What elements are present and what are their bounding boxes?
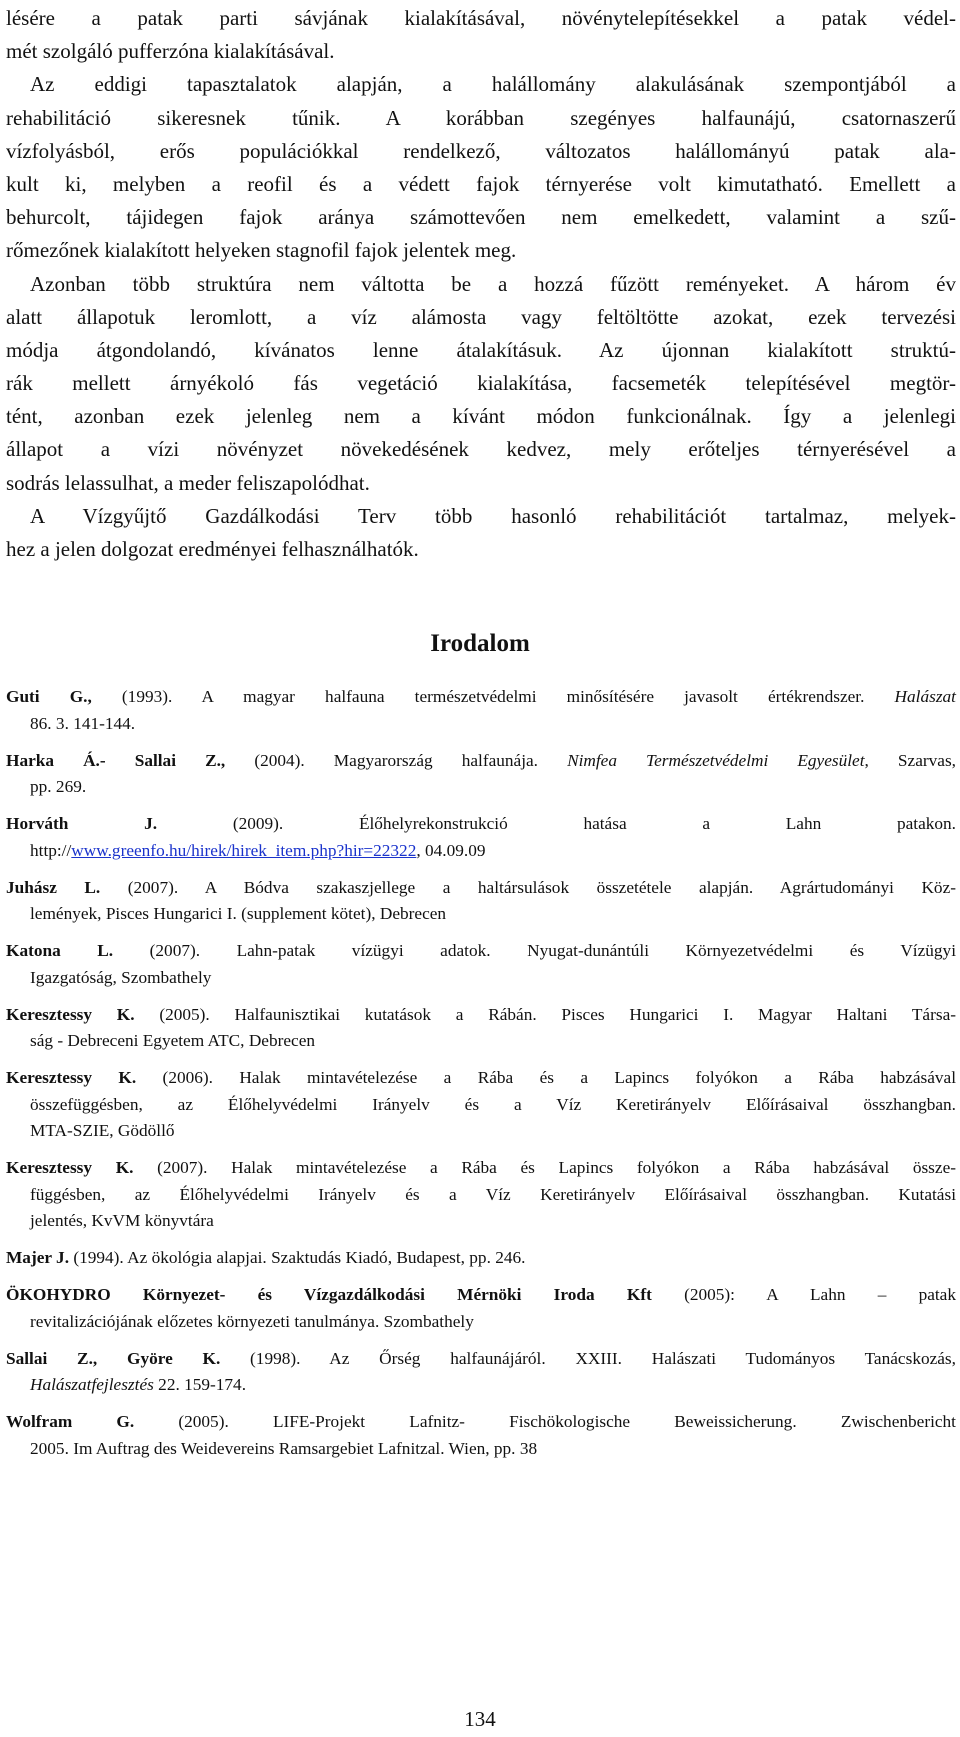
reference-line bbox=[6, 1436, 956, 1463]
reference-text: (2005). Halfaunisztikai kutatások a Rábán. Pisces Hungarici I. Magyar Haltani Társa- bbox=[134, 1004, 956, 1024]
reference-text: 2005. Im Auftrag des Weidevereins Ramsargebiet Lafnitzal. Wien, pp. 38 bbox=[30, 1438, 538, 1458]
reference-text: (2004). Magyarország halfaunája. bbox=[225, 750, 568, 770]
body-text bbox=[6, 2, 956, 566]
body-line: lésére a patak parti sávjának kialakításával, növénytelepítésekkel a patak védel- bbox=[6, 6, 956, 30]
reference-text: (2006). Halak mintavételezése a Rába és a Lapincs folyókon a Rába habzásával bbox=[136, 1068, 956, 1087]
reference-author: Sallai Z., Györe K. bbox=[6, 1348, 221, 1368]
reference-entry bbox=[6, 1002, 956, 1055]
reference-line bbox=[6, 1028, 956, 1055]
reference-entry bbox=[6, 938, 956, 991]
reference-author: Guti G., bbox=[6, 687, 92, 706]
reference-entry bbox=[6, 875, 956, 928]
reference-entry bbox=[6, 684, 956, 737]
body-line: Az eddigi tapasztalatok alapján, a halállomány alakulásának szempontjából a bbox=[30, 72, 956, 97]
reference-line bbox=[6, 1245, 956, 1272]
body-line: alatt állapotuk leromlott, a víz alámosta vagy feltöltötte azokat, ezek tervezési bbox=[6, 304, 956, 329]
reference-text: függésben, az Élőhelyvédelmi Irányelv és a Víz Keretirányelv Előírásaival összhangban. Kutatási bbox=[30, 1184, 956, 1204]
body-line: kult ki, melyben a reofil és a védett fajok térnyerése volt kimutatható. Emellett a bbox=[6, 171, 956, 196]
reference-text: (2005): A Lahn – patak bbox=[651, 1285, 956, 1304]
page-number: 134 bbox=[464, 1707, 496, 1731]
body-line: rehabilitáció sikeresnek tűnik. A korábban szegényes halfaunájú, csatornaszerű bbox=[6, 105, 956, 130]
reference-text: lemények, Pisces Hungarici I. (supplement kötet), Debrecen bbox=[30, 904, 447, 923]
body-line: A Vízgyűjtő Gazdálkodási Terv több hasonló rehabilitációt tartalmaz, melyek- bbox=[30, 503, 956, 528]
reference-text: pp. 269. bbox=[30, 777, 87, 796]
reference-text: http:// bbox=[30, 840, 72, 860]
reference-entry bbox=[6, 1346, 956, 1399]
reference-text: (1994). Az ökológia alapjai. Szaktudás Kiadó, Budapest, pp. 246. bbox=[69, 1248, 526, 1267]
body-line: módja átgondolandó, kívánatos lenne átalakításuk. Az újonnan kialakított struktú- bbox=[6, 337, 956, 362]
body-line: hez a jelen dolgozat eredményei felhasználhatók. bbox=[6, 537, 419, 561]
reference-line bbox=[6, 774, 956, 801]
reference-source: Halászatfejlesztés bbox=[30, 1375, 154, 1394]
reference-line bbox=[6, 1372, 956, 1399]
reference-line bbox=[6, 684, 956, 711]
reference-text: (2007). A Bódva szakaszjellege a haltársulások összetétele alapján. Agrártudományi Köz- bbox=[100, 877, 956, 897]
reference-line bbox=[6, 875, 956, 902]
reference-text: összefüggésben, az Élőhelyvédelmi Irányelv és a Víz Keretirányelv Előírásaival összhangban. bbox=[30, 1094, 956, 1114]
reference-author: Katona L. bbox=[6, 941, 114, 960]
reference-line bbox=[6, 811, 956, 838]
reference-author: Wolfram G. bbox=[6, 1412, 135, 1431]
reference-author: Keresztessy K. bbox=[6, 1004, 135, 1024]
body-line: behurcolt, tájidegen fajok aránya számottevően nem emelkedett, valamint a szű- bbox=[6, 205, 956, 230]
reference-line bbox=[6, 1282, 956, 1309]
body-line: sodrás lelassulhat, a meder feliszapolódhat. bbox=[6, 470, 370, 495]
reference-line bbox=[6, 748, 956, 775]
reference-author: Harka Á.- Sallai Z., bbox=[6, 750, 226, 770]
reference-text: MTA-SZIE, Gödöllő bbox=[30, 1121, 175, 1140]
reference-text: ság - Debreceni Egyetem ATC, Debrecen bbox=[30, 1031, 316, 1050]
reference-line bbox=[6, 1155, 956, 1182]
reference-entry bbox=[6, 811, 956, 864]
reference-line bbox=[6, 1118, 956, 1145]
reference-text: (1993). A magyar halfauna természetvédelmi minősítésére javasolt értékrendszer. bbox=[91, 687, 895, 706]
reference-text: , Szarvas, bbox=[864, 750, 956, 770]
reference-author: Majer J. bbox=[6, 1248, 70, 1267]
body-line: mét szolgáló pufferzóna kialakításával. bbox=[6, 39, 335, 64]
reference-link[interactable]: www.greenfo.hu/hirek/hirek_item.php?hir=22322 bbox=[71, 840, 417, 860]
reference-text: revitalizációjának előzetes környezeti tanulmánya. Szombathely bbox=[30, 1311, 474, 1331]
reference-entry bbox=[6, 1155, 956, 1235]
reference-line bbox=[6, 1065, 956, 1092]
reference-text: Igazgatóság, Szombathely bbox=[30, 967, 212, 987]
reference-text: 86. 3. 141-144. bbox=[30, 713, 136, 733]
reference-text: (1998). Az Őrség halfaunájáról. XXIII. Halászati Tudományos Tanácskozás, bbox=[220, 1348, 956, 1368]
body-line: Azonban több struktúra nem váltotta be a hozzá fűzött reményeket. A három év bbox=[30, 271, 956, 296]
reference-line bbox=[6, 838, 956, 865]
reference-line bbox=[6, 1182, 956, 1209]
reference-entry bbox=[6, 748, 956, 801]
reference-entry bbox=[6, 1282, 956, 1335]
reference-author: Juhász L. bbox=[6, 877, 101, 897]
reference-line bbox=[6, 901, 956, 928]
body-line: rőmezőnek kialakított helyeken stagnofil fajok jelentek meg. bbox=[6, 238, 517, 263]
body-line: állapot a vízi növényzet növekedésének kedvez, mely erőteljes térnyerésével a bbox=[6, 437, 956, 462]
reference-text: (2007). Lahn-patak vízügyi adatok. Nyugat-dunántúli Környezetvédelmi és Vízügyi bbox=[113, 941, 956, 960]
reference-line bbox=[6, 1309, 956, 1336]
reference-line bbox=[6, 965, 956, 992]
reference-entry bbox=[6, 1065, 956, 1145]
reference-entry bbox=[6, 1245, 956, 1272]
reference-text: 22. 159-174. bbox=[153, 1375, 247, 1394]
reference-line bbox=[6, 1409, 956, 1436]
reference-line bbox=[6, 1002, 956, 1029]
reference-line bbox=[6, 1208, 956, 1235]
reference-entry bbox=[6, 1409, 956, 1462]
reference-line bbox=[6, 711, 956, 738]
reference-text: (2007). Halak mintavételezése a Rába és Lapincs folyókon a Rába habzásával össze- bbox=[133, 1158, 957, 1177]
body-line: tént, azonban ezek jelenleg nem a kívánt módon funkcionálnak. Így a jelenlegi bbox=[6, 404, 956, 429]
reference-line bbox=[6, 1092, 956, 1119]
reference-author: Horváth J. bbox=[6, 814, 158, 833]
reference-line bbox=[6, 1346, 956, 1373]
section-heading: Irodalom bbox=[430, 630, 530, 657]
reference-author: Keresztessy K. bbox=[6, 1068, 137, 1087]
reference-author: ÖKOHYDRO Környezet- és Vízgazdálkodási Mérnöki Iroda Kft bbox=[6, 1285, 652, 1304]
body-line: vízfolyásból, erős populációkkal rendelkező, változatos halállományú patak ala- bbox=[6, 138, 956, 163]
body-line: rák mellett árnyékoló fás vegetáció kialakítása, facsemeték telepítésével megtör- bbox=[6, 371, 956, 396]
reference-list bbox=[6, 684, 956, 1473]
reference-line bbox=[6, 938, 956, 965]
reference-source: Nimfea Természetvédelmi Egyesület bbox=[567, 750, 865, 770]
reference-source: Halászat bbox=[894, 687, 956, 706]
reference-text: jelentés, KvVM könyvtára bbox=[30, 1211, 214, 1230]
reference-text: , 04.09.09 bbox=[416, 840, 486, 860]
reference-author: Keresztessy K. bbox=[6, 1158, 134, 1177]
reference-text: (2005). LIFE-Projekt Lafnitz- Fischökologische Beweissicherung. Zwischenbericht bbox=[134, 1412, 956, 1431]
reference-text: (2009). Élőhelyrekonstrukció hatása a Lahn patakon. bbox=[157, 814, 956, 833]
